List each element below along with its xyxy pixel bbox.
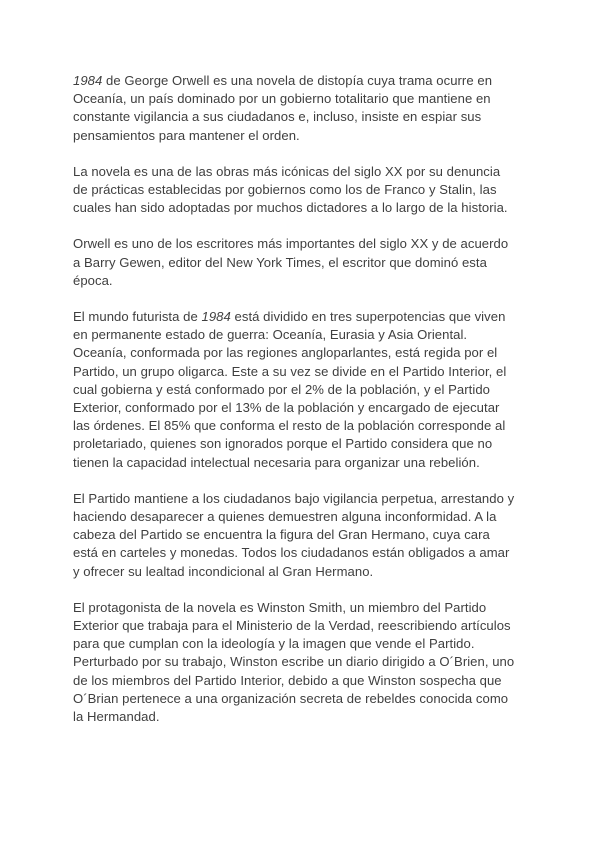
text-line: proletariado, quienes son ignorados porque el Partido considera que no (73, 436, 493, 452)
text-line: la Hermandad. (73, 709, 160, 725)
text-line: cabeza del Partido se encuentra la figura del Gran Hermano, cuya cara (73, 527, 490, 543)
text-line: época. (73, 272, 113, 288)
text-line: pensamientos para mantener el orden. (73, 127, 300, 143)
text-line: cuales han sido adoptadas por muchos dictadores a lo largo de la historia. (73, 200, 508, 216)
paragraph-protagonist (73, 599, 563, 726)
text-line: La novela es una de las obras más icónicas del siglo XX por su denuncia (73, 163, 501, 179)
text-line: y ofrecer su lealtad incondicional al Gran Hermano. (73, 563, 374, 579)
book-title: 1984 (73, 73, 103, 88)
text-line: de prácticas establecidas por gobiernos como los de Franco y Stalin, las (73, 182, 497, 198)
paragraph-iconic (73, 163, 563, 218)
text-line: 1984 de George Orwell es una novela de distopía cuya trama ocurre en (73, 73, 493, 88)
text-line: en permanente estado de guerra: Oceanía, Eurasia y Asia Oriental. (73, 327, 468, 343)
text-line: Oceanía, un país dominado por un gobierno totalitario que mantiene en (73, 91, 491, 107)
text-line: está en carteles y monedas. Todos los ciudadanos están obligados a amar (73, 545, 510, 561)
paragraph-party (73, 490, 563, 581)
text-line: Oceanía, conformada por las regiones angloparlantes, está regida por el (73, 345, 498, 361)
paragraph-intro (73, 72, 563, 145)
text-line: Exterior que trabaja para el Ministerio de la Verdad, reescribiendo artículos (73, 618, 511, 634)
text-line: Exterior, conformado por el 13% de la población y encargado de ejecutar (73, 400, 500, 416)
text-line: cual gobierna y está conformado por el 2% de la población, y el Partido (73, 381, 490, 397)
text-line: haciendo desaparecer a quienes demuestren alguna inconformidad. A la (73, 509, 497, 525)
text-line: El mundo futurista de 1984 está dividido en tres superpotencias que viven (73, 309, 506, 325)
text-line: El Partido mantiene a los ciudadanos bajo vigilancia perpetua, arrestando y (73, 490, 515, 506)
document-body (73, 72, 563, 744)
text-line: constante vigilancia a sus ciudadanos e, incluso, insiste en espiar sus (73, 109, 482, 125)
text-line: Partido, un grupo oligarca. Este a su vez se divide en el Partido Interior, el (73, 363, 507, 379)
text-line: de los miembros del Partido Interior, debido a que Winston sospecha que (73, 672, 502, 688)
text-line: para que cumplan con la ideología y la imagen que vende el Partido. (73, 636, 475, 652)
text-line: Perturbado por su trabajo, Winston escribe un diario dirigido a O´Brien, uno (73, 654, 515, 670)
text-line: tienen la capacidad intelectual necesaria para organizar una rebelión. (73, 454, 480, 470)
text-line: O´Brian pertenece a una organización secreta de rebeldes conocida como (73, 690, 509, 706)
paragraph-world (73, 308, 563, 472)
text-line: El protagonista de la novela es Winston Smith, un miembro del Partido (73, 599, 487, 615)
text-line: Orwell es uno de los escritores más importantes del siglo XX y de acuerdo (73, 236, 509, 252)
text-line: a Barry Gewen, editor del New York Times, el escritor que dominó esta (73, 254, 487, 270)
text-line: las órdenes. El 85% que conforma el resto de la población corresponde al (73, 418, 506, 434)
book-title: 1984 (201, 309, 231, 325)
paragraph-orwell (73, 235, 563, 290)
